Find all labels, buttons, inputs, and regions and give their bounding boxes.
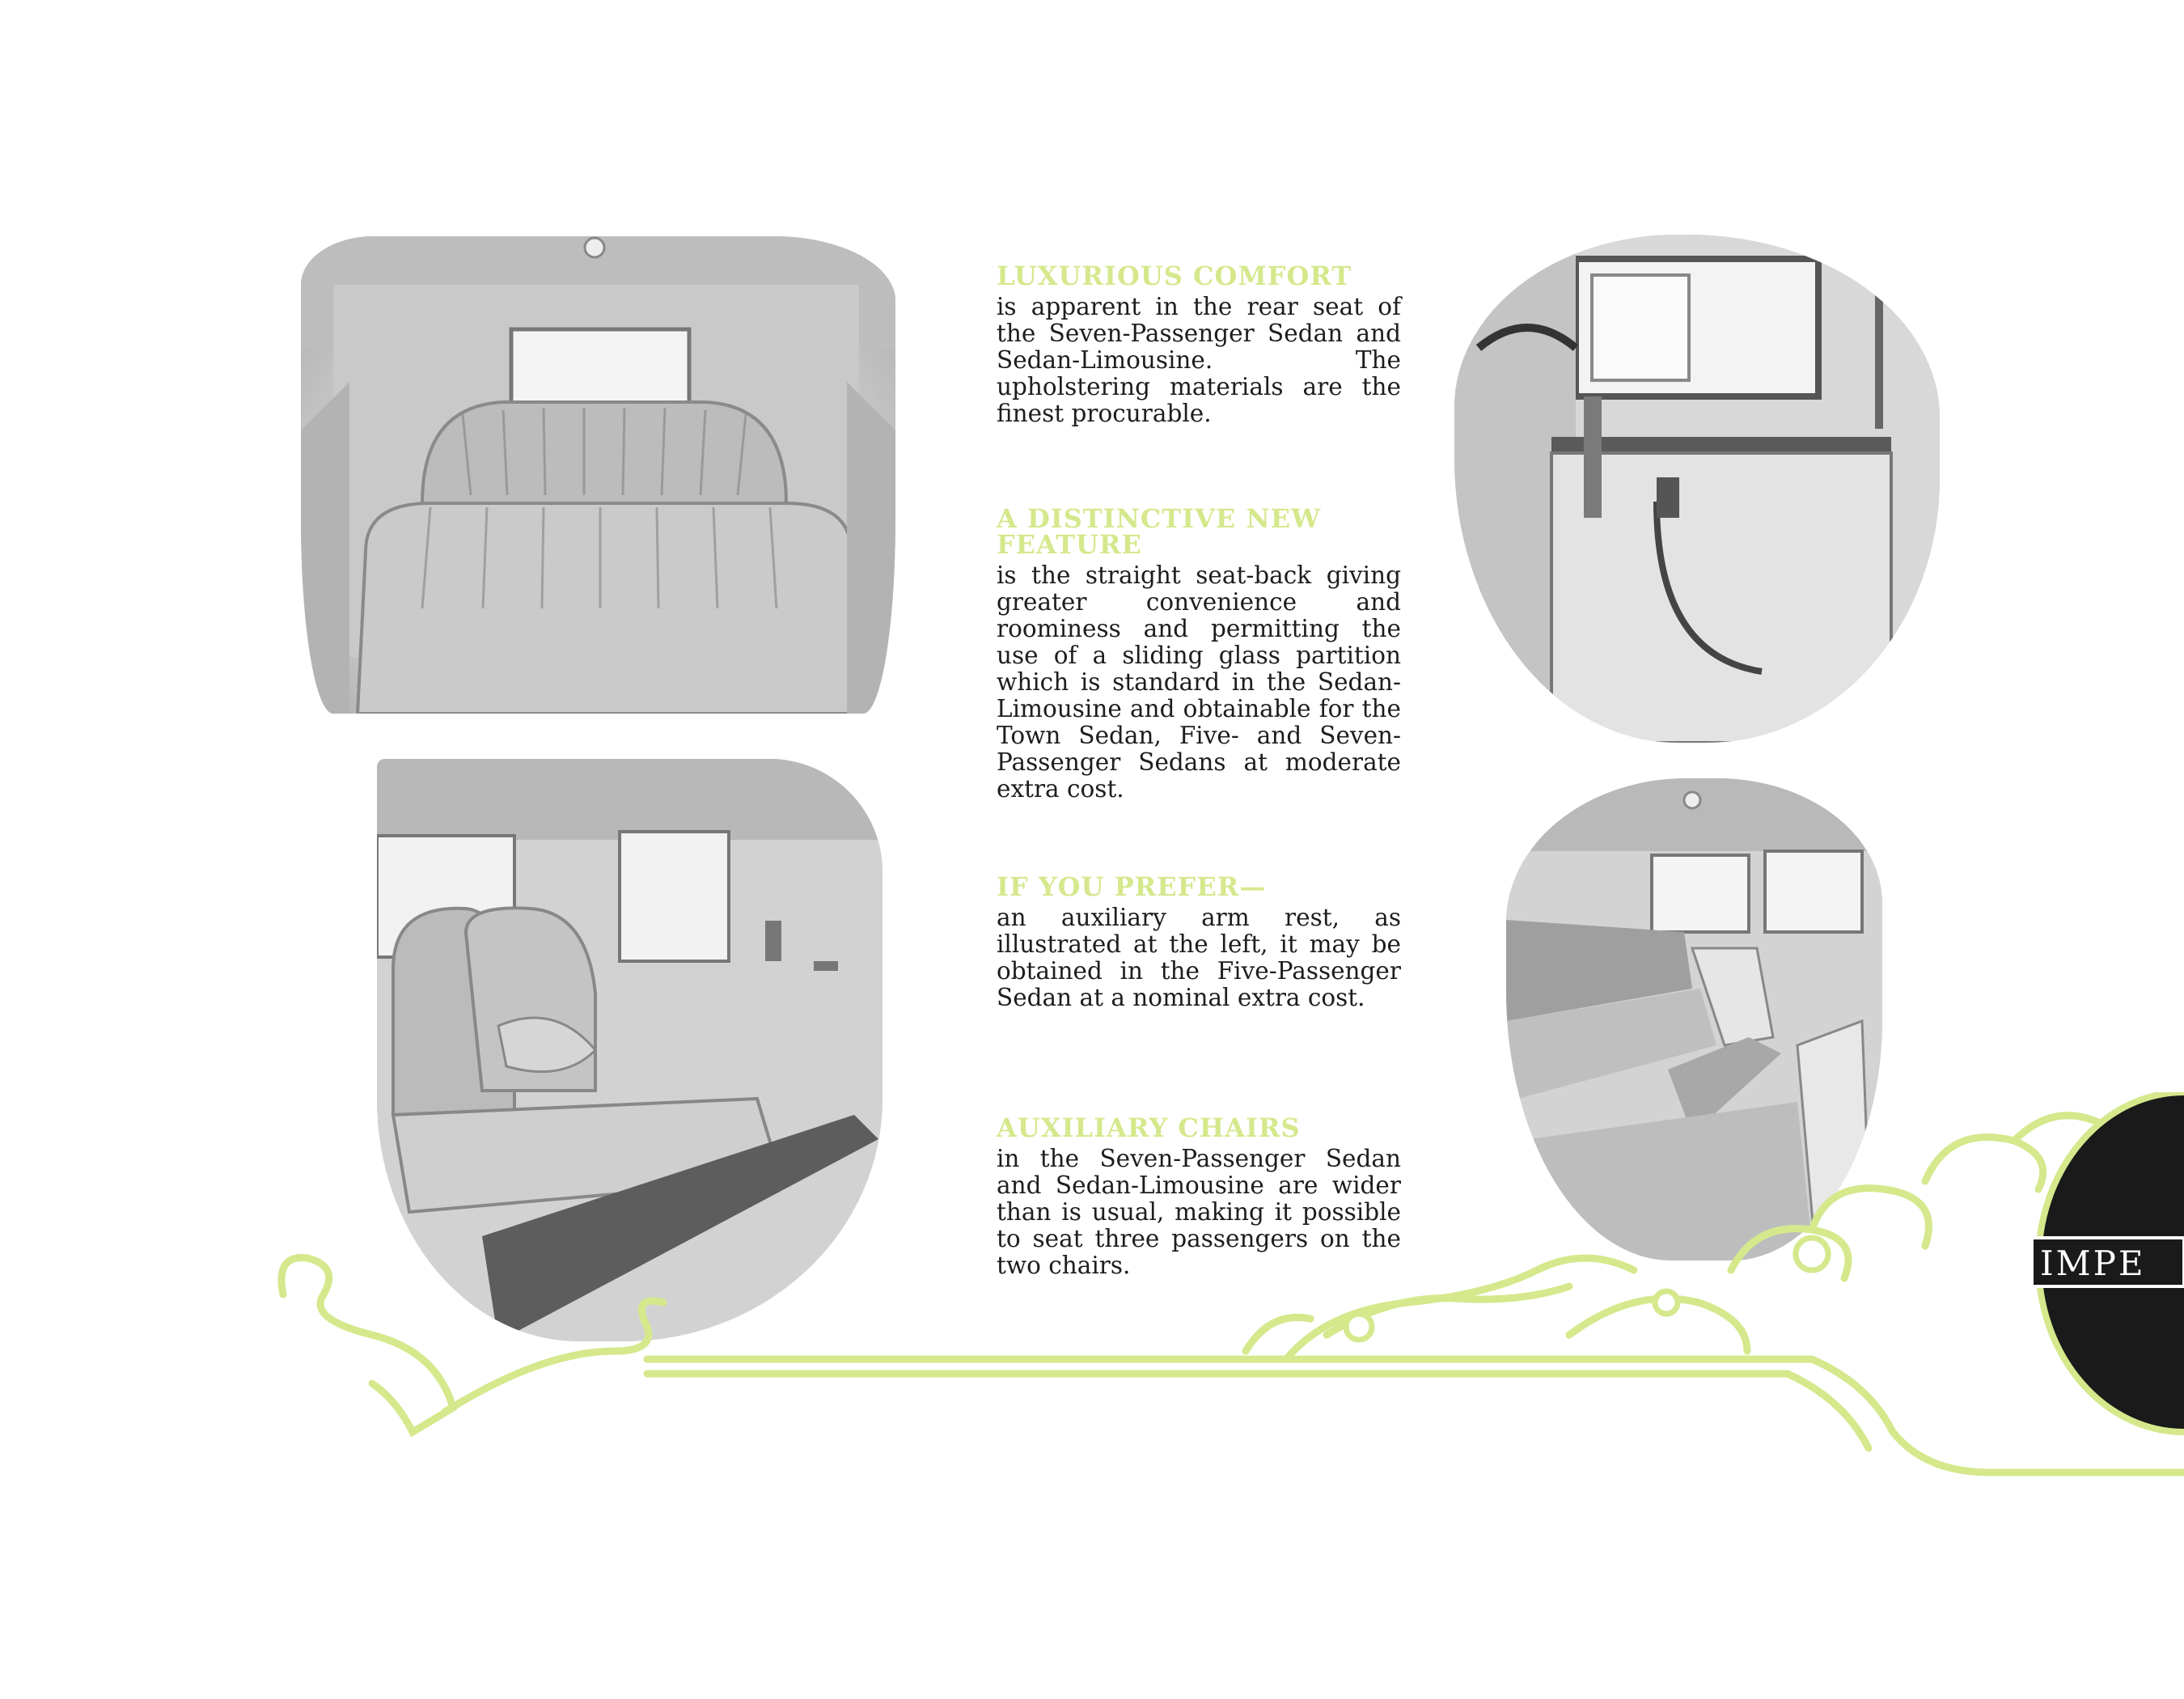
section-if-you-prefer bbox=[997, 871, 1401, 1011]
section-distinctive-feature bbox=[997, 503, 1401, 803]
section-body: is apparent in the rear seat of the Seven-Passenger Sedan and Sedan-Limousine. The upholstering materials are the finest procurable. bbox=[997, 293, 1401, 427]
section-heading: LUXURIOUS COMFORT bbox=[997, 261, 1352, 291]
section-body: an auxiliary arm rest, as illustrated at the left, it may be obtained in the Five-Passenger Sedan at a nominal extra cost. bbox=[997, 904, 1401, 1011]
door-partition-illustration bbox=[1454, 235, 1940, 743]
section-body: in the Seven-Passenger Sedan and Sedan-Limousine are wider than is usual, making it possible to seat three passengers on the two chairs. bbox=[997, 1145, 1401, 1279]
imperial-emblem bbox=[2032, 1092, 2184, 1432]
rear-seat-photo bbox=[301, 236, 895, 714]
scroll-lines bbox=[281, 1112, 2184, 1472]
section-heading: A DISTINCTIVE NEW FEATURE bbox=[997, 503, 1322, 560]
emblem-label: IMPE bbox=[2040, 1244, 2146, 1283]
rear-seat-illustration bbox=[301, 236, 895, 714]
door-partition-photo bbox=[1454, 235, 1940, 743]
section-body: is the straight seat-back giving greater convenience and roominess and permitting the use of a sliding glass partition which is standard in the Sedan-Limousine and obtainable for the Town Sedan, Five- and Seven-Passenger Sedans at moderate extra cost. bbox=[997, 561, 1401, 803]
scroll-ornament bbox=[275, 1092, 2184, 1481]
section-heading: AUXILIARY CHAIRS bbox=[997, 1112, 1301, 1143]
section-heading: IF YOU PREFER— bbox=[997, 871, 1267, 902]
section-luxurious-comfort bbox=[997, 263, 1401, 427]
